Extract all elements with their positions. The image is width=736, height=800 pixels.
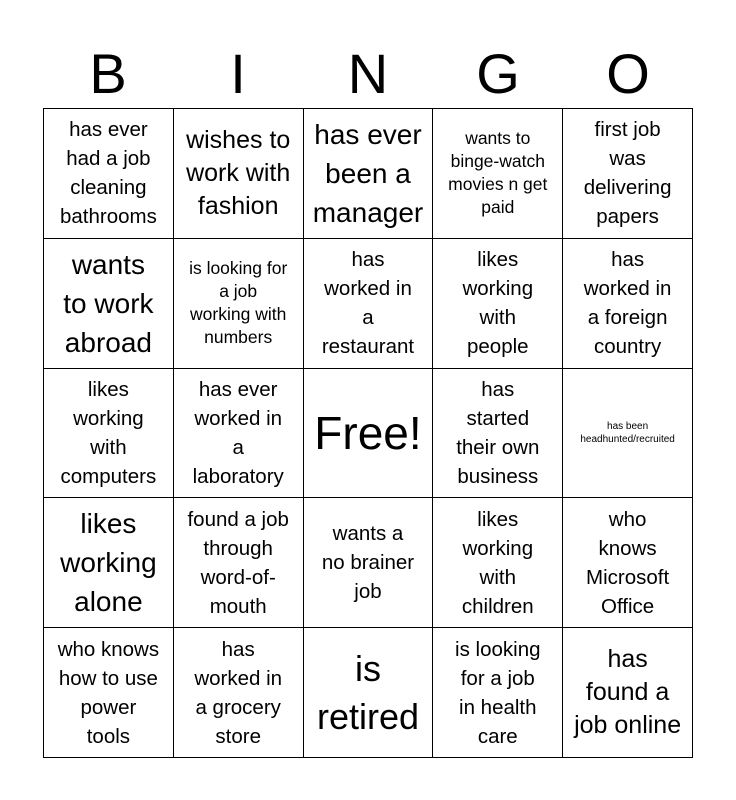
bingo-cell-r5c3[interactable]: is retired — [304, 628, 434, 758]
bingo-cell-r5c2[interactable]: has worked in a grocery store — [174, 628, 304, 758]
bingo-cell-r3c5[interactable]: has been headhunted/recruited — [563, 369, 693, 499]
header-letter-g: G — [476, 42, 520, 105]
bingo-header — [43, 40, 693, 108]
bingo-cell-r3c1[interactable]: likes working with computers — [44, 369, 174, 499]
header-letter-o: O — [606, 42, 650, 105]
header-letter-n: N — [347, 42, 389, 105]
bingo-cell-r2c5[interactable]: has worked in a foreign country — [563, 239, 693, 369]
bingo-cell-r4c1[interactable]: likes working alone — [44, 498, 174, 628]
bingo-cell-r1c5[interactable]: first job was delivering papers — [563, 109, 693, 239]
bingo-cell-r1c2[interactable]: wishes to work with fashion — [174, 109, 304, 239]
bingo-cell-r3c2[interactable]: has ever worked in a laboratory — [174, 369, 304, 499]
bingo-cell-r1c1[interactable]: has ever had a job cleaning bathrooms — [44, 109, 174, 239]
bingo-cell-r4c4[interactable]: likes working with children — [433, 498, 563, 628]
bingo-cell-r1c4[interactable]: wants to binge-watch movies n get paid — [433, 109, 563, 239]
bingo-cell-r5c1[interactable]: who knows how to use power tools — [44, 628, 174, 758]
bingo-cell-r1c3[interactable]: has ever been a manager — [304, 109, 434, 239]
bingo-cell-r2c2[interactable]: is looking for a job working with numbers — [174, 239, 304, 369]
bingo-cell-r4c5[interactable]: who knows Microsoft Office — [563, 498, 693, 628]
bingo-board — [43, 108, 693, 758]
bingo-cell-r5c5[interactable]: has found a job online — [563, 628, 693, 758]
bingo-cell-r2c4[interactable]: likes working with people — [433, 239, 563, 369]
header-letter-i: I — [230, 42, 246, 105]
bingo-cell-r4c3[interactable]: wants a no brainer job — [304, 498, 434, 628]
bingo-cell-r5c4[interactable]: is looking for a job in health care — [433, 628, 563, 758]
bingo-cell-free[interactable]: Free! — [304, 369, 434, 499]
header-letter-b: B — [89, 42, 127, 105]
bingo-cell-r2c1[interactable]: wants to work abroad — [44, 239, 174, 369]
bingo-cell-r2c3[interactable]: has worked in a restaurant — [304, 239, 434, 369]
bingo-cell-r4c2[interactable]: found a job through word-of- mouth — [174, 498, 304, 628]
bingo-cell-r3c4[interactable]: has started their own business — [433, 369, 563, 499]
